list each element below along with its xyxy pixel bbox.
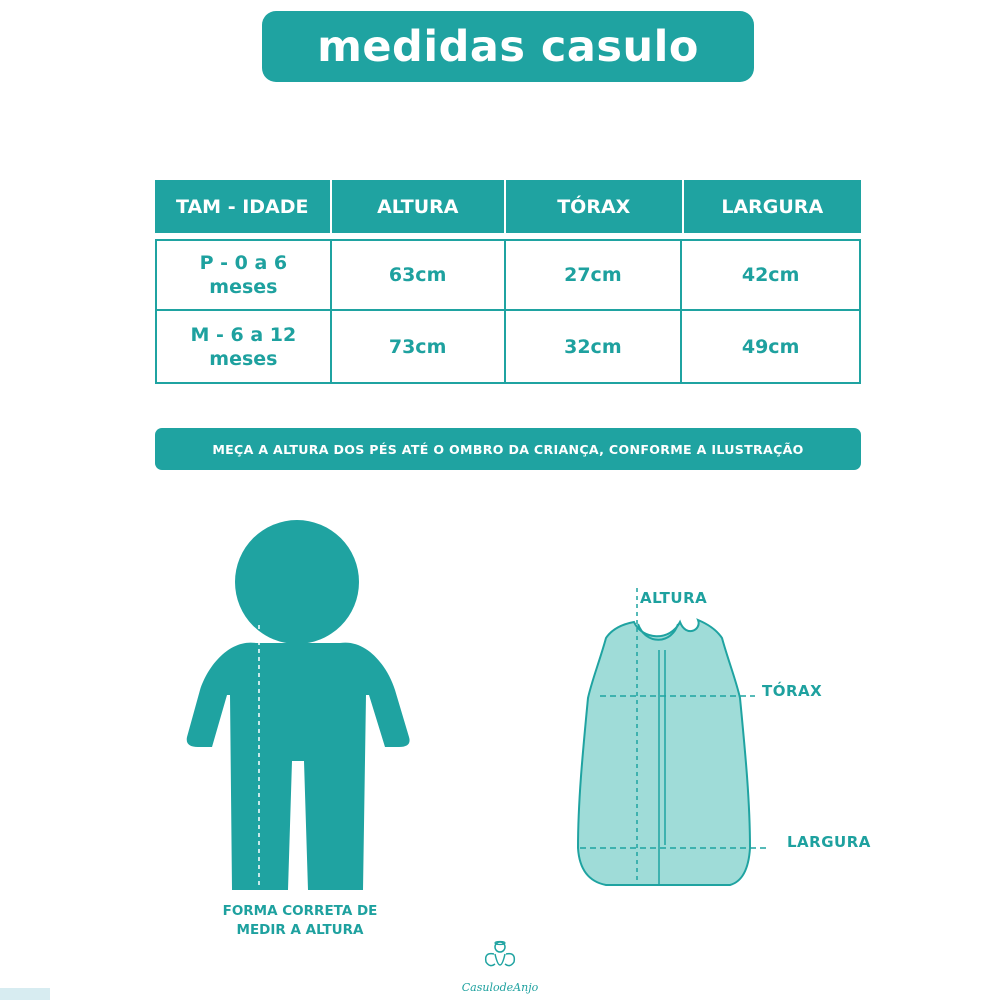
torax-cell: 32cm (506, 311, 683, 382)
largura-cell: 42cm (741, 264, 800, 286)
angel-logo-icon (482, 940, 518, 976)
table-header-row (155, 180, 861, 233)
brand-logo (440, 940, 560, 994)
page-title-banner (262, 11, 754, 82)
label-altura: ALTURA (640, 589, 708, 607)
size-label: M - 6 a 12 (190, 323, 297, 346)
size-unit: meses (209, 276, 278, 298)
brand-name: CasulodeAnjo (461, 981, 539, 994)
table-body (155, 239, 861, 384)
measure-caption (195, 902, 405, 940)
instruction-text: MEÇA A ALTURA DOS PÉS ATÉ O OMBRO DA CRIANÇA, CONFORME A ILUSTRAÇÃO (212, 441, 804, 457)
size-cell (157, 311, 332, 382)
label-largura: LARGURA (787, 833, 871, 851)
page-title: medidas casulo (317, 21, 699, 72)
table-row (157, 241, 859, 311)
size-unit: meses (209, 347, 278, 370)
caption-line: MEDIR A ALTURA (236, 922, 364, 938)
size-label: P - 0 a 6 (199, 252, 288, 274)
torax-cell: 27cm (506, 241, 683, 309)
altura-cell: 63cm (332, 241, 506, 309)
caption-line: FORMA CORRETA DE (222, 903, 378, 919)
instruction-banner (155, 428, 861, 470)
size-cell (157, 241, 332, 309)
header-tam-idade: TAM - IDADE (155, 180, 332, 233)
corner-strip (0, 988, 50, 1000)
altura-cell: 73cm (332, 311, 506, 382)
child-silhouette-icon (180, 515, 440, 895)
label-torax: TÓRAX (762, 682, 823, 700)
header-torax: TÓRAX (506, 180, 684, 233)
table-row (157, 311, 859, 382)
largura-cell: 49cm (741, 335, 800, 358)
header-largura: LARGURA (721, 195, 824, 218)
header-altura: ALTURA (332, 180, 507, 233)
size-table (155, 180, 861, 384)
